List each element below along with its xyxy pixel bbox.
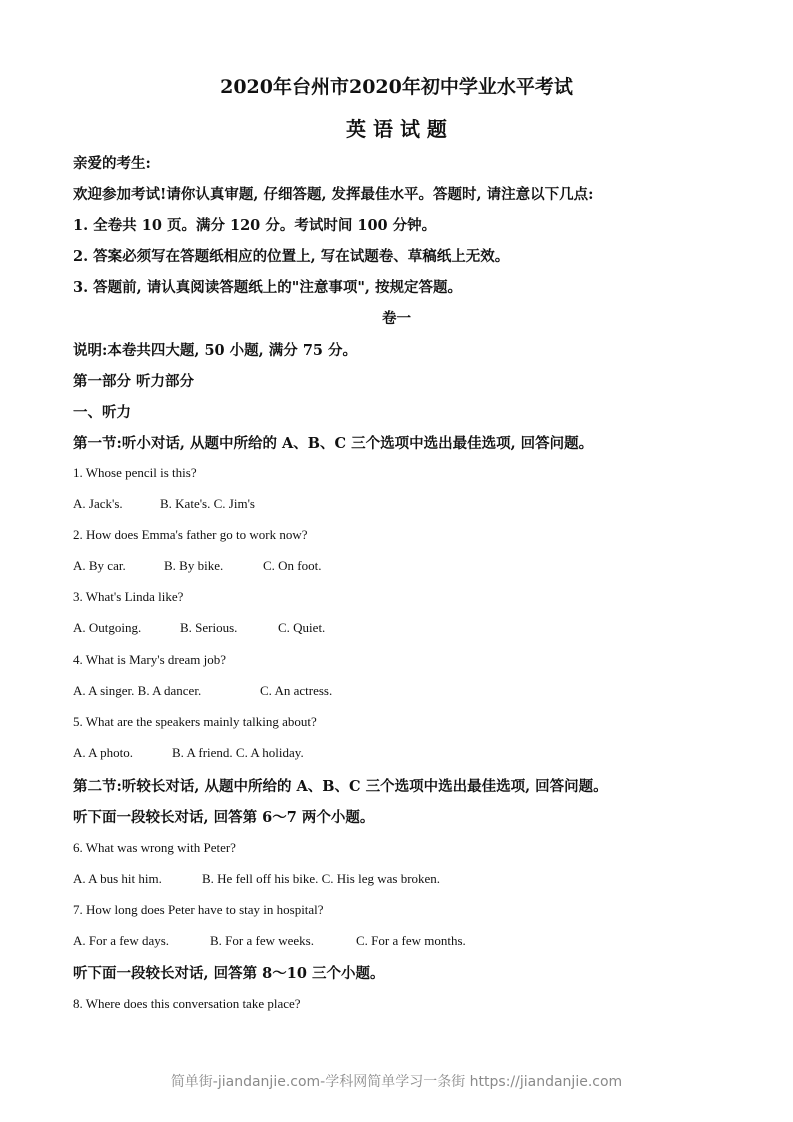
options-7 xyxy=(73,933,466,949)
option: B. A friend. C. A holiday. xyxy=(172,745,304,760)
option: B. For a few weeks. xyxy=(210,933,314,948)
question-5: 5. What are the speakers mainly talking about? xyxy=(73,714,317,729)
section-heading: 一、听力 xyxy=(73,404,131,421)
option: A. By car. xyxy=(73,558,126,573)
volume-label: 卷一 xyxy=(382,310,411,327)
options-4 xyxy=(73,683,332,699)
option: A. A photo. xyxy=(73,745,133,760)
option: A. For a few days. xyxy=(73,933,170,948)
option: C. Quiet. xyxy=(278,620,326,635)
section1-instruction: 第一节:听小对话, 从题中所给的 A、B、C 三个选项中选出最佳选项, 回答问题。 xyxy=(73,435,594,452)
exam-subject: 英 语 试 题 xyxy=(346,117,447,141)
question-2: 2. How does Emma's father go to work now? xyxy=(73,527,308,542)
note-2: 2. 答案必须写在答题纸相应的位置上, 写在试题卷、草稿纸上无效。 xyxy=(73,248,510,265)
question-1: 1. Whose pencil is this? xyxy=(73,465,197,480)
explanation: 说明:本卷共四大题, 50 小题, 满分 75 分。 xyxy=(73,342,358,359)
part-heading: 第一部分 听力部分 xyxy=(73,373,195,390)
footer-watermark: 简单街-jiandanjie.com-学科网简单学习一条街 https://jiandanjie.com xyxy=(170,1074,623,1090)
option: A. A singer. B. A dancer. xyxy=(73,683,202,698)
option: A. Jack's. xyxy=(73,496,123,511)
exam-title: 2020年台州市2020年初中学业水平考试 xyxy=(220,76,573,98)
options-6 xyxy=(73,871,440,887)
note-1: 1. 全卷共 10 页。满分 120 分。考试时间 100 分钟。 xyxy=(73,217,437,234)
option: B. He fell off his bike. C. His leg was broken. xyxy=(202,871,441,886)
option: C. An actress. xyxy=(260,683,333,698)
option: C. On foot. xyxy=(263,558,322,573)
options-2 xyxy=(73,558,322,574)
option: A. Outgoing. xyxy=(73,620,142,635)
option: B. Serious. xyxy=(180,620,238,635)
option: C. For a few months. xyxy=(356,933,466,948)
options-3 xyxy=(73,620,325,636)
option: B. Kate's. C. Jim's xyxy=(160,496,255,511)
group1-instruction: 听下面一段较长对话, 回答第 6～7 两个小题。 xyxy=(73,809,375,826)
group2-instruction: 听下面一段较长对话, 回答第 8～10 三个小题。 xyxy=(73,965,385,982)
section2-instruction: 第二节:听较长对话, 从题中所给的 A、B、C 三个选项中选出最佳选项, 回答问题。 xyxy=(73,778,608,795)
question-4: 4. What is Mary's dream job? xyxy=(73,652,227,667)
question-3: 3. What's Linda like? xyxy=(73,589,184,604)
question-7: 7. How long does Peter have to stay in hospital? xyxy=(73,902,324,917)
option: A. A bus hit him. xyxy=(73,871,162,886)
note-3: 3. 答题前, 请认真阅读答题纸上的"注意事项", 按规定答题。 xyxy=(73,279,462,296)
options-1 xyxy=(73,496,255,512)
options-5 xyxy=(73,745,304,761)
question-6: 6. What was wrong with Peter? xyxy=(73,840,236,855)
welcome-text: 欢迎参加考试!请你认真审题, 仔细答题, 发挥最佳水平。答题时, 请注意以下几点: xyxy=(73,186,594,203)
question-8: 8. Where does this conversation take place? xyxy=(73,996,301,1011)
greeting: 亲爱的考生: xyxy=(73,155,151,172)
option: B. By bike. xyxy=(164,558,224,573)
